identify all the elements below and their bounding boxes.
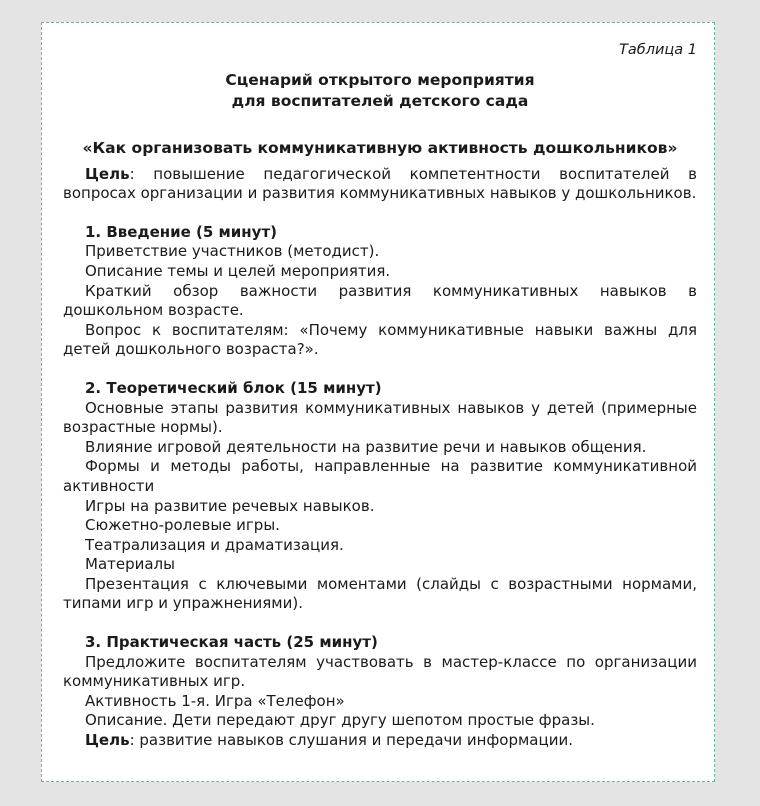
section-3-item: Активность 1-я. Игра «Телефон» xyxy=(85,691,345,710)
title-line-1: Сценарий открытого мероприятия xyxy=(225,70,535,89)
section-3-goal-text: : развитие навыков слушания и передачи информации. xyxy=(129,731,573,750)
goal-paragraph xyxy=(63,165,697,204)
section-1-item: Описание темы и целей мероприятия. xyxy=(85,261,391,280)
section-2-heading: 2. Теоретический блок (15 минут) xyxy=(85,378,382,397)
goal-text: : повышение педагогической компетентности воспитателей в вопросах организации и развития коммуникативных навыков у дошкольников. xyxy=(63,164,697,203)
section-3-item: Описание. Дети передают друг другу шепотом простые фразы. xyxy=(85,711,595,730)
section-3-goal-label: Цель xyxy=(85,731,130,750)
section-2-item: Презентация с ключевыми моментами (слайды с возрастными нормами, типами игр и упражнениями). xyxy=(63,574,697,613)
subtitle: «Как организовать коммуникативную активность дошкольников» xyxy=(82,138,678,157)
section-3-heading: 3. Практическая часть (25 минут) xyxy=(85,633,378,652)
section-2-item: Игры на развитие речевых навыков. xyxy=(85,496,375,515)
section-2-item: Влияние игровой деятельности на развитие речи и навыков общения. xyxy=(85,437,647,456)
section-2-item: Материалы xyxy=(85,555,175,574)
document-content xyxy=(63,41,697,751)
table-frame xyxy=(41,22,715,782)
section-2-item: Формы и методы работы, направленные на развитие коммуникативной активности xyxy=(63,457,697,495)
section-2-item: Театрализация и драматизация. xyxy=(85,535,344,554)
section-2-item: Основные этапы развития коммуникативных навыков у детей (примерные возрастные нормы). xyxy=(63,398,697,437)
goal-label: Цель xyxy=(85,164,130,183)
title-line-2: для воспитателей детского сада xyxy=(231,91,529,110)
table-label: Таблица 1 xyxy=(619,42,697,58)
section-1-heading: 1. Введение (5 минут) xyxy=(85,222,277,241)
section-1-item: Краткий обзор важности развития коммуникативных навыков в дошкольном возрасте. xyxy=(63,281,697,320)
section-2-item: Сюжетно-ролевые игры. xyxy=(85,516,280,535)
section-1-item: Приветствие участников (методист). xyxy=(85,242,380,261)
section-1-item: Вопрос к воспитателям: «Почему коммуникативные навыки важны для детей дошкольного возраста?». xyxy=(63,320,697,359)
section-3-goal xyxy=(63,731,697,751)
section-3-item: Предложите воспитателям участвовать в мастер-классе по организации коммуникативных игр. xyxy=(63,652,697,691)
